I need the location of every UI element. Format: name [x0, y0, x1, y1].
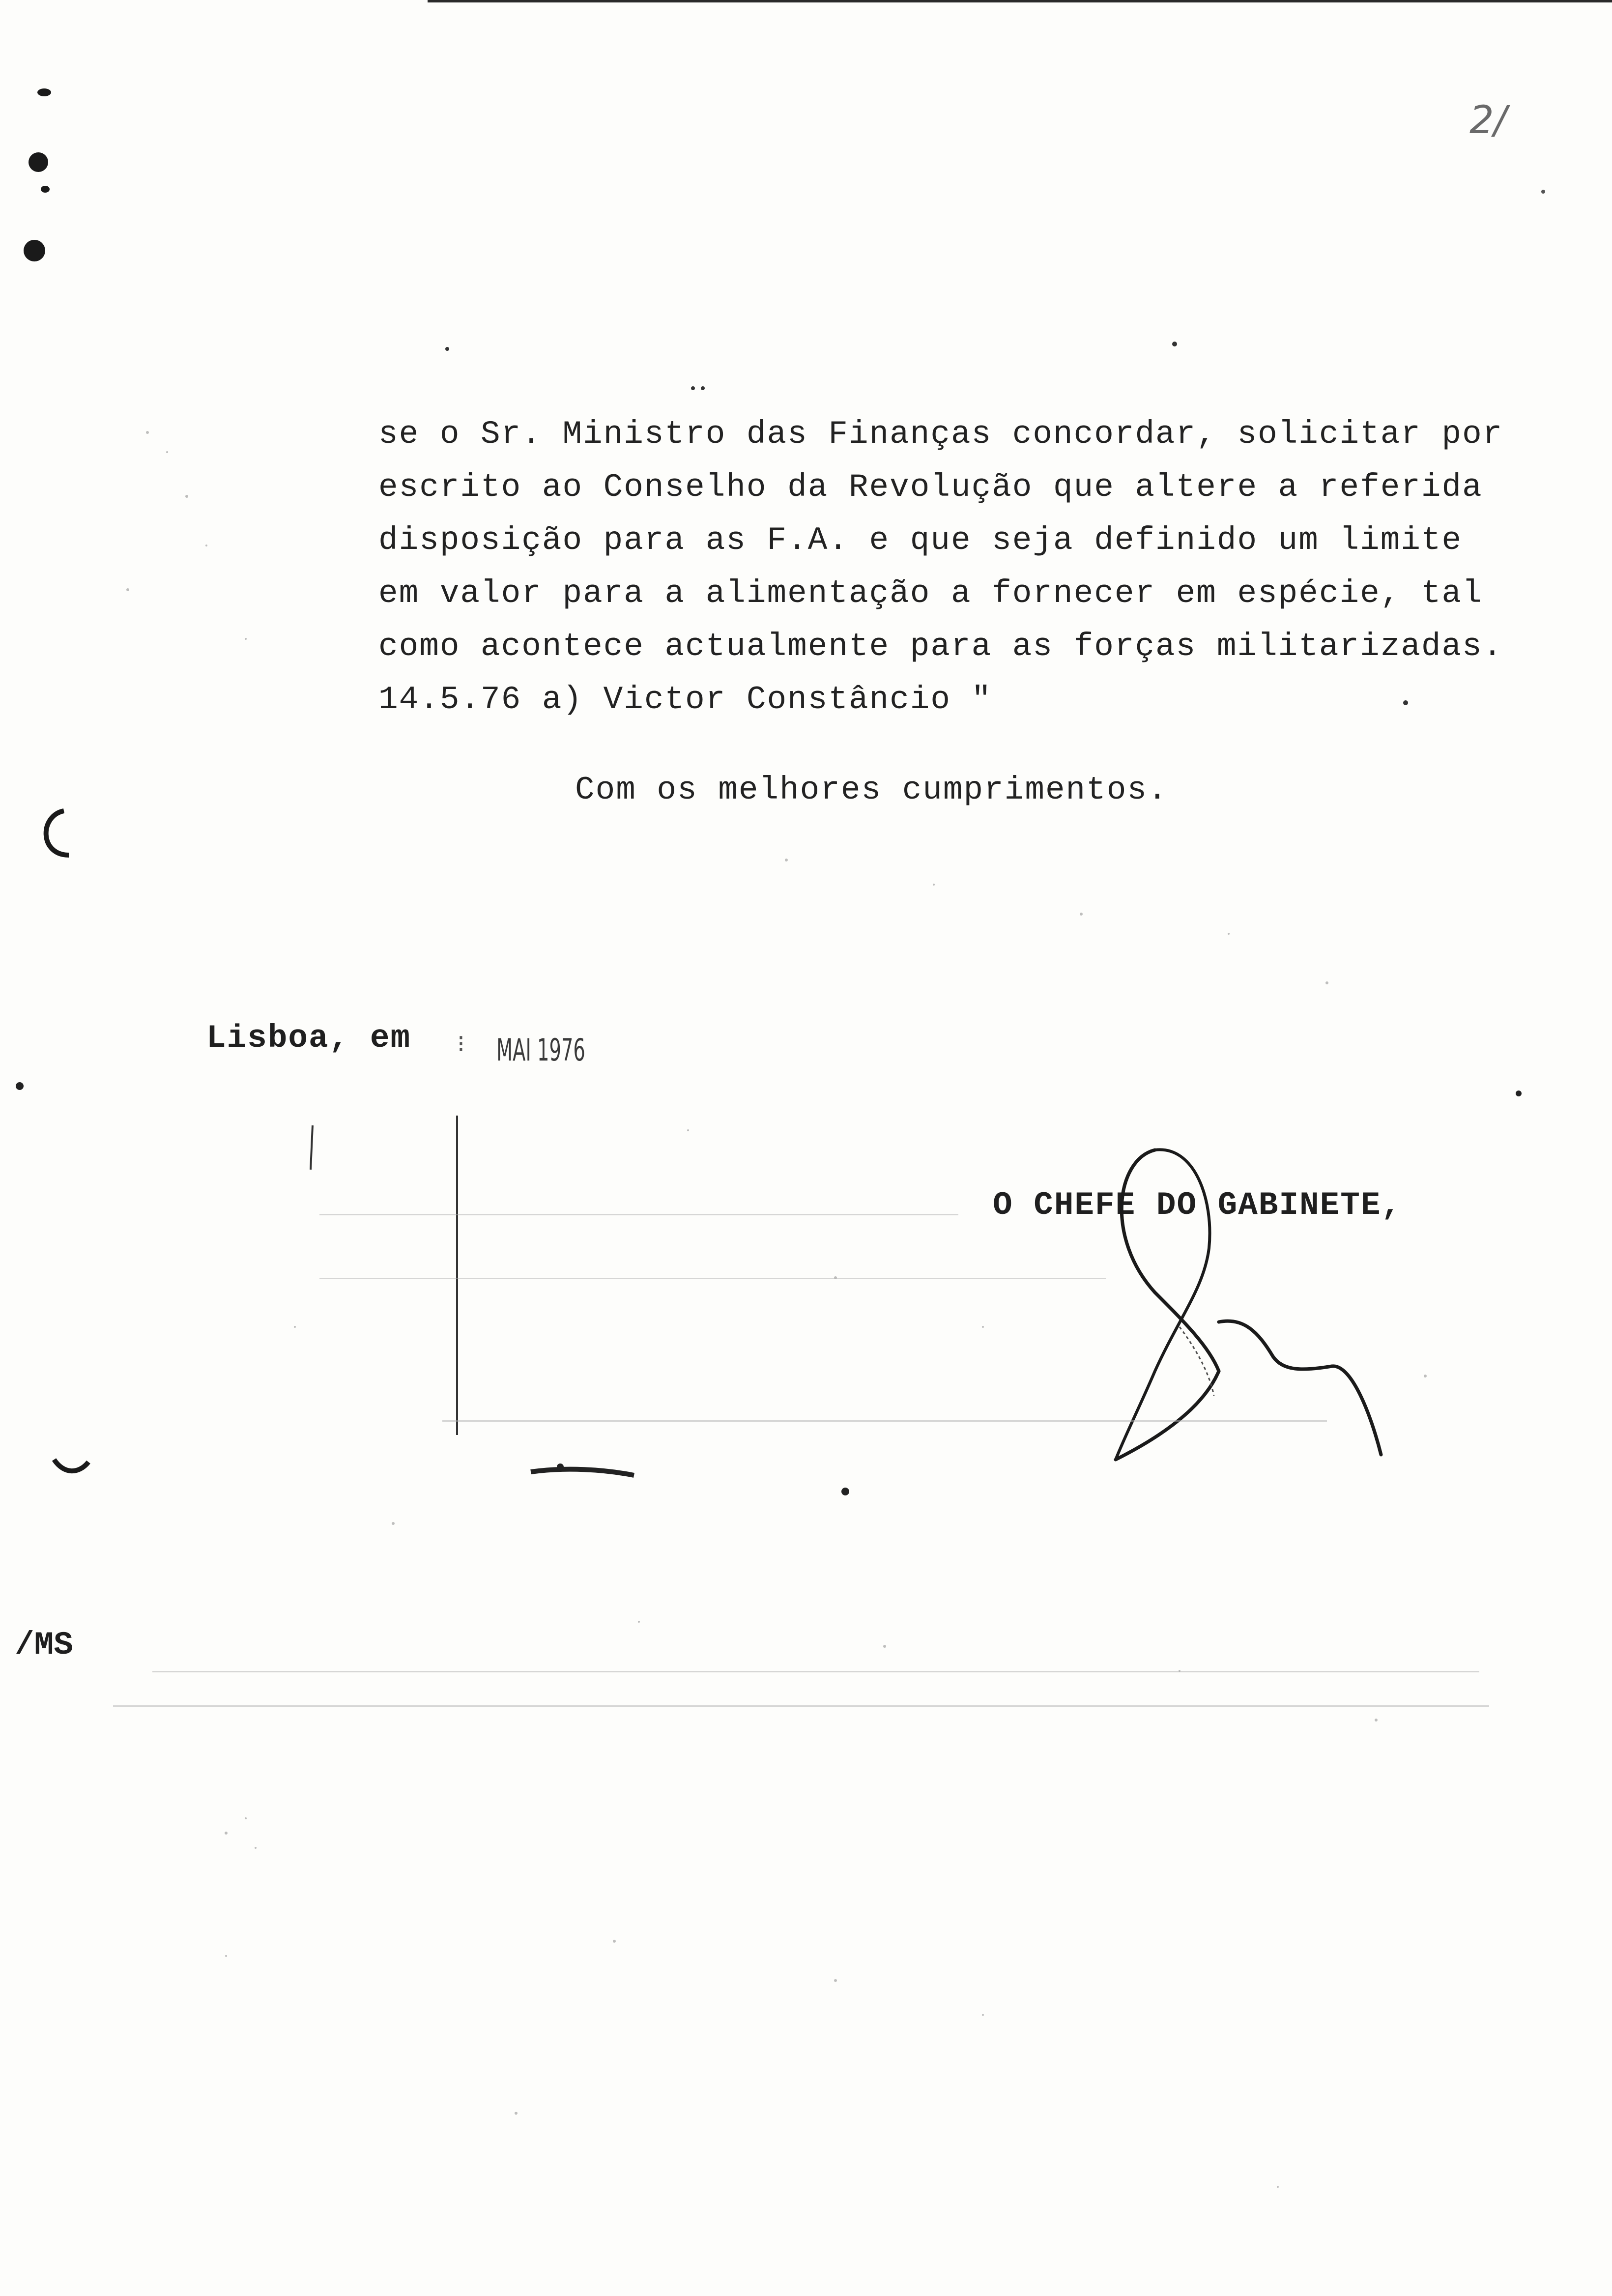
stamp-mark: ⁝ [457, 1032, 465, 1060]
body-line: escrito ao Conselho da Revolução que altere a referida [378, 469, 1483, 506]
body-line: se o Sr. Ministro das Finanças concordar, solicitar por [378, 416, 1503, 453]
body-line: como acontece actualmente para as forças militarizadas. [378, 628, 1503, 665]
date-stamp: MAI 1976 [496, 1032, 585, 1068]
page-number: 2/ [1469, 98, 1507, 143]
top-rule [428, 0, 1612, 2]
typist-initials: /MS [15, 1627, 73, 1664]
signer-title: O CHEFE DO GABINETE, [993, 1187, 1402, 1224]
closing-salutation: Com os melhores cumprimentos. [575, 772, 1168, 808]
place-label: Lisboa, em [206, 1020, 411, 1057]
body-line: 14.5.76 a) Victor Constâncio " [378, 681, 992, 718]
body-text [378, 408, 1509, 726]
handwritten-signature [1096, 1140, 1410, 1474]
body-line: disposição para as F.A. e que seja definido um limite [378, 522, 1463, 559]
body-line: em valor para a alimentação a fornecer em espécie, tal [378, 575, 1483, 612]
